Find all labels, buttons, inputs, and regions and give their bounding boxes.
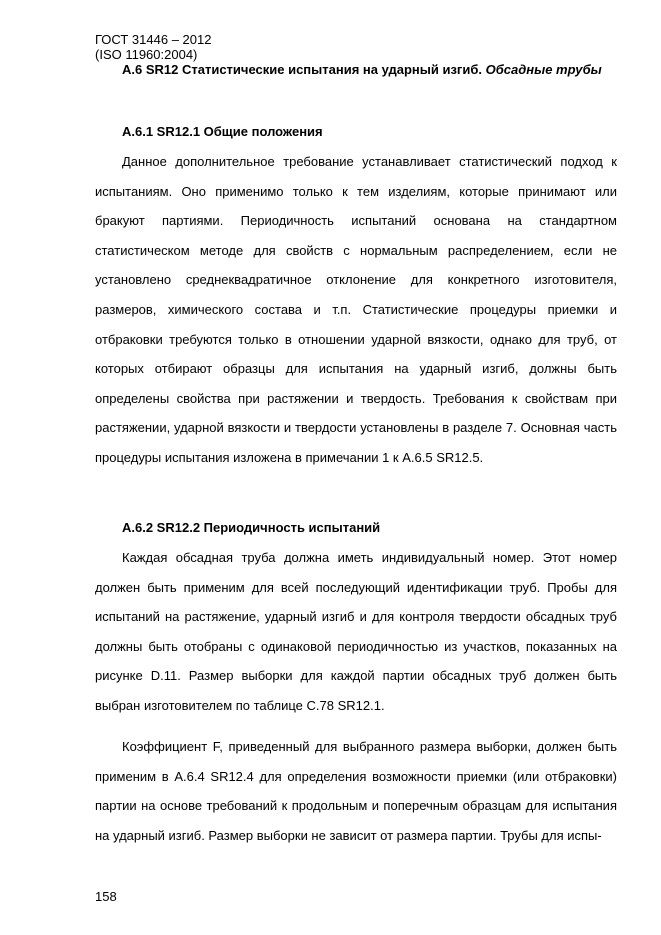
iso-reference: (ISO 11960:2004) <box>95 47 198 62</box>
section-title-main: А.6 SR12 Статистические испытания на ударный изгиб. <box>122 62 482 77</box>
section-title <box>122 62 602 77</box>
paragraph-coefficient-f: Коэффициент F, приведенный для выбранного размера выборки, должен быть применим в А.6.4 SR12.4 для определения возможности приемки (или отбраковки) партии на основе требований к продольным и поперечным образцам для испытания на ударный изгиб. Размер выборки не зависит от размера партии. Трубы для испы- <box>95 739 617 843</box>
page-number: 158 <box>95 889 117 904</box>
section-title-italic: Обсадные трубы <box>485 62 602 77</box>
subsection-heading-2: А.6.2 SR12.2 Периодичность испытаний <box>122 520 381 535</box>
paragraph-test-frequency: Каждая обсадная труба должна иметь индивидуальный номер. Этот номер должен быть применим для всей последующий идентификации труб. Пробы для испытаний на растяжение, ударный изгиб и для контроля твердости обсадных труб должны быть отобраны с одинаковой периодичностью из участков, показанных на рисунке D.11. Размер выборки для каждой партии обсадных труб должен быть выбран изготовителем по таблице С.78 SR12.1. <box>95 550 617 713</box>
document-header <box>95 32 211 62</box>
standard-number: ГОСТ 31446 – 2012 <box>95 32 212 47</box>
subsection-heading-1: А.6.1 SR12.1 Общие положения <box>122 124 323 139</box>
paragraph-general-provisions: Данное дополнительное требование устанавливает статистический подход к испытаниям. Оно применимо только к тем изделиям, которые принимают или бракуют партиями. Периодичность испытаний основана на стандартном статистическом методе для свойств с нормальным распределением, если не установлено среднеквадратичное отклонение для конкретного изготовителя, размеров, химического состава и т.п. Статистические процедуры приемки и отбраковки требуются только в отношении ударной вязкости, однако для труб, от которых отбирают образцы для испытания на ударный изгиб, должны быть определены свойства при растяжении и твердость. Требования к свойствам при растяжении, ударной вязкости и твердости установлены в разделе 7. Основная часть процедуры испытания изложена в примечании 1 к А.6.5 SR12.5. <box>95 154 617 465</box>
